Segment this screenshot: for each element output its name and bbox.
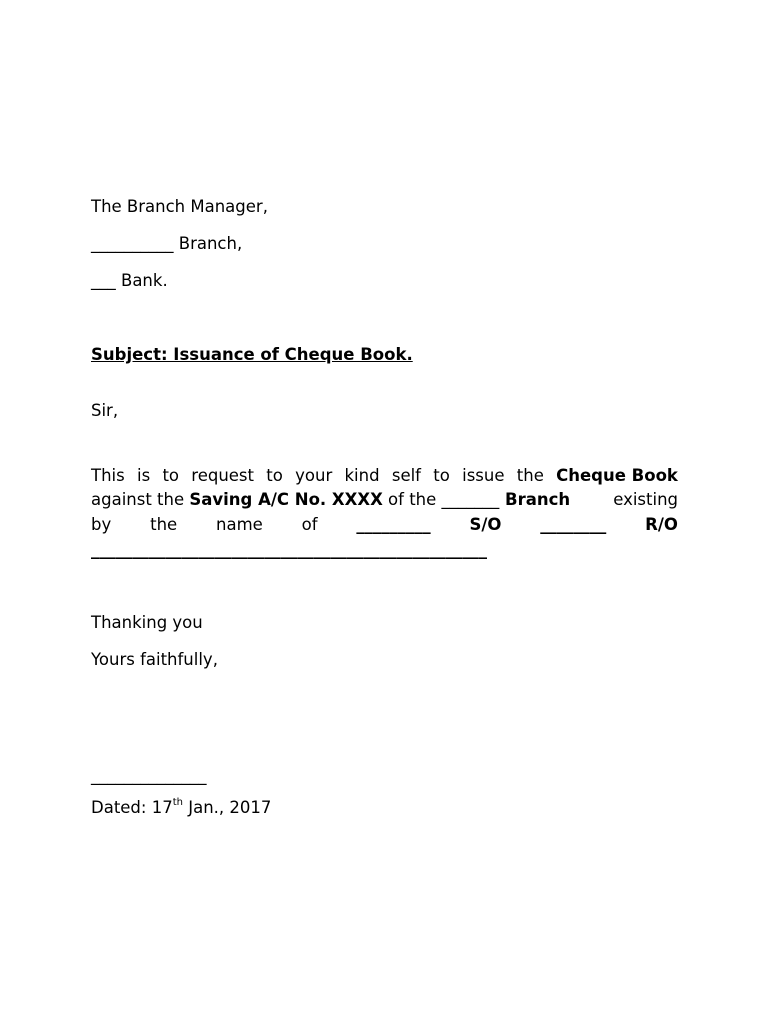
branch-name-blank: _______ bbox=[441, 490, 500, 509]
body-word: kind bbox=[344, 466, 380, 485]
date-line bbox=[91, 798, 271, 818]
body-row-1 bbox=[91, 466, 678, 486]
body-row-4 bbox=[91, 540, 487, 560]
salutation-text: Sir, bbox=[91, 401, 119, 420]
recipient-line1: The Branch Manager, bbox=[91, 197, 268, 216]
account-number-bold: Saving A/C No. XXXX bbox=[189, 490, 383, 509]
body-word: the bbox=[150, 515, 178, 534]
signoff-line bbox=[91, 650, 218, 670]
date-rest: Jan., 2017 bbox=[182, 798, 272, 817]
body-row-2 bbox=[91, 490, 678, 510]
ro-label: R/O bbox=[645, 515, 678, 534]
salutation bbox=[91, 401, 118, 421]
bank-label: Bank. bbox=[115, 271, 168, 290]
body-word: to bbox=[433, 466, 450, 485]
body-text-existing: existing bbox=[613, 490, 678, 509]
cheque-book-bold: Cheque Book bbox=[556, 466, 678, 485]
body-word: self bbox=[391, 466, 421, 485]
body-text: against the bbox=[91, 490, 190, 509]
body-word: name bbox=[216, 515, 263, 534]
name-blank: _________ bbox=[356, 515, 431, 534]
branch-bold: Branch bbox=[499, 490, 571, 509]
recipient-title bbox=[91, 197, 268, 217]
body-word: is bbox=[136, 466, 151, 485]
so-label: S/O bbox=[469, 515, 502, 534]
body-word: the bbox=[516, 466, 544, 485]
signature-line bbox=[91, 766, 207, 786]
body-word: by bbox=[91, 515, 112, 534]
signoff-text: Yours faithfully, bbox=[91, 650, 218, 669]
thanking-text: Thanking you bbox=[91, 613, 203, 632]
father-name-blank: ________ bbox=[540, 515, 607, 534]
date-prefix: Dated: 17 bbox=[91, 798, 173, 817]
body-word: issue bbox=[462, 466, 505, 485]
body-word: your bbox=[295, 466, 333, 485]
bank-blank: ___ bbox=[91, 271, 116, 290]
thanking-line bbox=[91, 613, 203, 633]
branch-blank: __________ bbox=[91, 234, 174, 253]
branch-label: Branch, bbox=[173, 234, 243, 253]
body-row-2-content bbox=[91, 490, 570, 510]
address-blank: ________________________________________________ bbox=[91, 540, 487, 559]
body-row-3 bbox=[91, 515, 678, 535]
signature-blank: ______________ bbox=[91, 766, 207, 785]
body-word: to bbox=[162, 466, 180, 485]
body-word: of bbox=[301, 515, 318, 534]
body-word: request bbox=[191, 466, 255, 485]
date-ordinal: th bbox=[172, 796, 183, 808]
body-word: This bbox=[91, 466, 125, 485]
subject-line bbox=[91, 345, 413, 365]
body-word: to bbox=[266, 466, 283, 485]
recipient-branch-line bbox=[91, 234, 242, 254]
recipient-bank-line bbox=[91, 271, 168, 291]
body-text: of the bbox=[382, 490, 442, 509]
subject-text: Subject: Issuance of Cheque Book. bbox=[91, 345, 413, 364]
